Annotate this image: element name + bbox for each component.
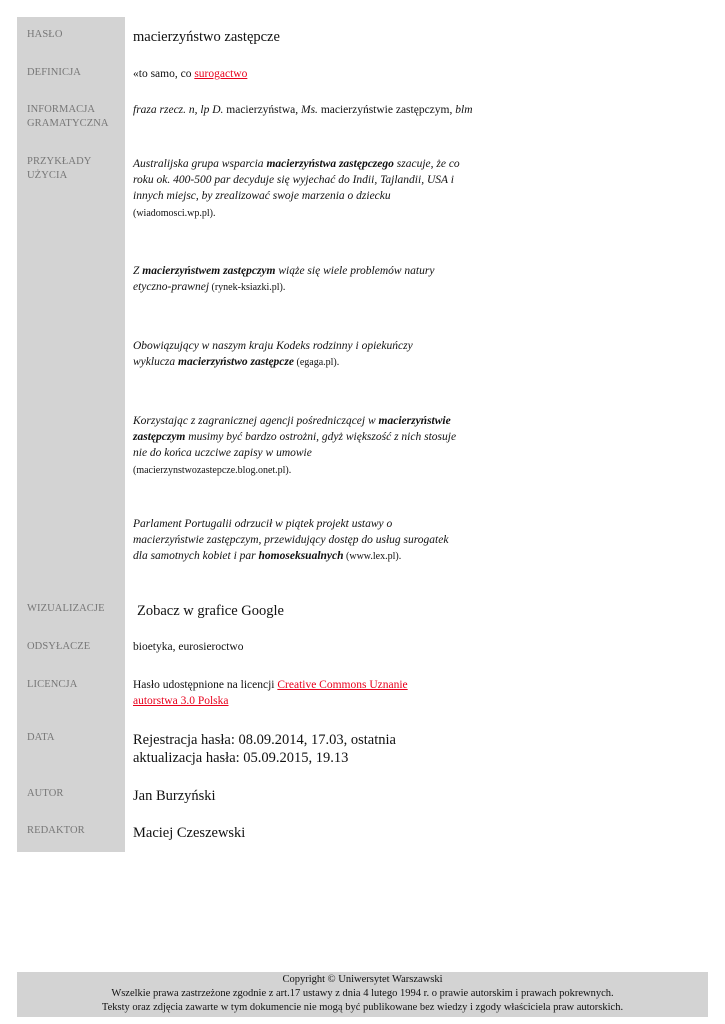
example-text: Z <box>133 265 143 277</box>
example-source: (wiadomosci.wp.pl). <box>133 208 216 219</box>
author: Jan Burzyński <box>133 788 216 804</box>
label-odsylacze: ODSYŁACZE <box>27 641 91 652</box>
label-autor: AUTOR <box>27 788 64 799</box>
label-wizualizacje: WIZUALIZACJE <box>27 603 105 614</box>
dates: Rejestracja hasła: 08.09.2014, 17.03, ostatnia aktualizacja hasła: 05.09.2015, 19.13 <box>133 732 396 766</box>
label-haslo: HASŁO <box>27 29 63 40</box>
example-headword: macierzyństwem zastępczym <box>142 265 276 277</box>
example-headword: macierzyństwie zastępczym <box>133 415 451 443</box>
grammar-abbr-1: fraza rzecz. n, lp D. <box>133 104 224 116</box>
license <box>133 677 443 709</box>
example-headword: macierzyństwo zastępcze <box>178 356 294 368</box>
license-text: Hasło udostępnione na licencji <box>133 679 278 691</box>
copyright-footer <box>17 972 708 1017</box>
definition-text: «to samo, co <box>133 68 195 80</box>
example-headword: homoseksualnych <box>258 550 344 562</box>
example-source: (macierzynstwozastepcze.blog.onet.pl). <box>133 465 292 476</box>
definition <box>133 66 473 82</box>
footer-line-3: Teksty oraz zdjęcia zawarte w tym dokumencie nie mogą być publikowane bez wiedzy i zgody właściciela praw autorskich. <box>101 1002 624 1013</box>
label-informacja-line2: GRAMATYCZNA <box>27 118 109 129</box>
label-przyklady-line1: PRZYKŁADY <box>27 156 92 167</box>
example-1 <box>133 156 463 222</box>
definition-link[interactable]: surogactwo <box>194 68 248 80</box>
editor: Maciej Czeszewski <box>133 825 246 841</box>
example-5 <box>133 516 463 565</box>
label-data: DATA <box>27 732 55 743</box>
grammar-form-2: macierzyństwie zastępczym, <box>317 104 456 116</box>
cross-references: bioetyka, eurosieroctwo <box>133 641 244 653</box>
grammar-form-1: macierzyństwa, <box>223 104 301 116</box>
example-text: Obowiązujący w naszym kraju Kodeks rodzinny i opiekuńczy wyklucza <box>133 340 413 368</box>
example-2 <box>133 263 463 296</box>
grammar-info <box>133 102 473 118</box>
grammar-abbr-2: Ms. <box>301 104 318 116</box>
label-informacja <box>27 103 122 131</box>
footer-line-1: Copyright © Uniwersytet Warszawski <box>282 974 443 985</box>
example-3 <box>133 338 433 371</box>
example-source: (egaga.pl). <box>293 357 340 368</box>
grammar-abbr-3: blm <box>455 104 473 116</box>
label-licencja: LICENCJA <box>27 679 78 690</box>
example-text: musimy być bardzo ostrożni, gdyż większość z nich stosuje nie do końca uczciwe zapisy w umowie <box>133 431 457 459</box>
example-source: (rynek-ksiazki.pl). <box>209 282 286 293</box>
label-column <box>17 17 125 852</box>
label-przyklady-line2: UŻYCIA <box>27 170 68 181</box>
example-text: szacuje, że co roku ok. 400-500 par decyduje się wyjechać do Indii, Tajlandii, USA i innych miejsc, by zrealizować swoje marzenia o dziecku <box>133 158 460 202</box>
label-przyklady <box>27 155 122 183</box>
label-definicja: DEFINICJA <box>27 67 81 78</box>
example-4 <box>133 413 463 479</box>
example-text: Parlament Portugalii odrzucił w piątek projekt ustawy o macierzyństwie zastępczym, przewidujący dostęp do usług surogatek dla samotnych kobiet i par <box>133 518 449 562</box>
example-source: (www.lex.pl). <box>343 551 402 562</box>
example-text: wiąże się wiele problemów natury etyczno-prawnej <box>133 265 435 293</box>
example-text: Australijska grupa wsparcia <box>133 158 267 170</box>
label-informacja-line1: INFORMACJA <box>27 104 96 115</box>
headword: macierzyństwo zastępcze <box>133 29 280 45</box>
example-text: Korzystając z zagranicznej agencji pośredniczącej w <box>133 415 379 427</box>
license-link[interactable]: Creative Commons Uznanie autorstwa 3.0 Polska <box>133 679 408 707</box>
google-images-link[interactable]: Zobacz w grafice Google <box>137 603 284 619</box>
label-redaktor: REDAKTOR <box>27 825 85 836</box>
footer-line-2: Wszelkie prawa zastrzeżone zgodnie z art.17 ustawy z dnia 4 lutego 1994 r. o prawie autorskim i prawach pokrewnych. <box>111 988 614 999</box>
example-headword: macierzyństwa zastępczego <box>266 158 394 170</box>
